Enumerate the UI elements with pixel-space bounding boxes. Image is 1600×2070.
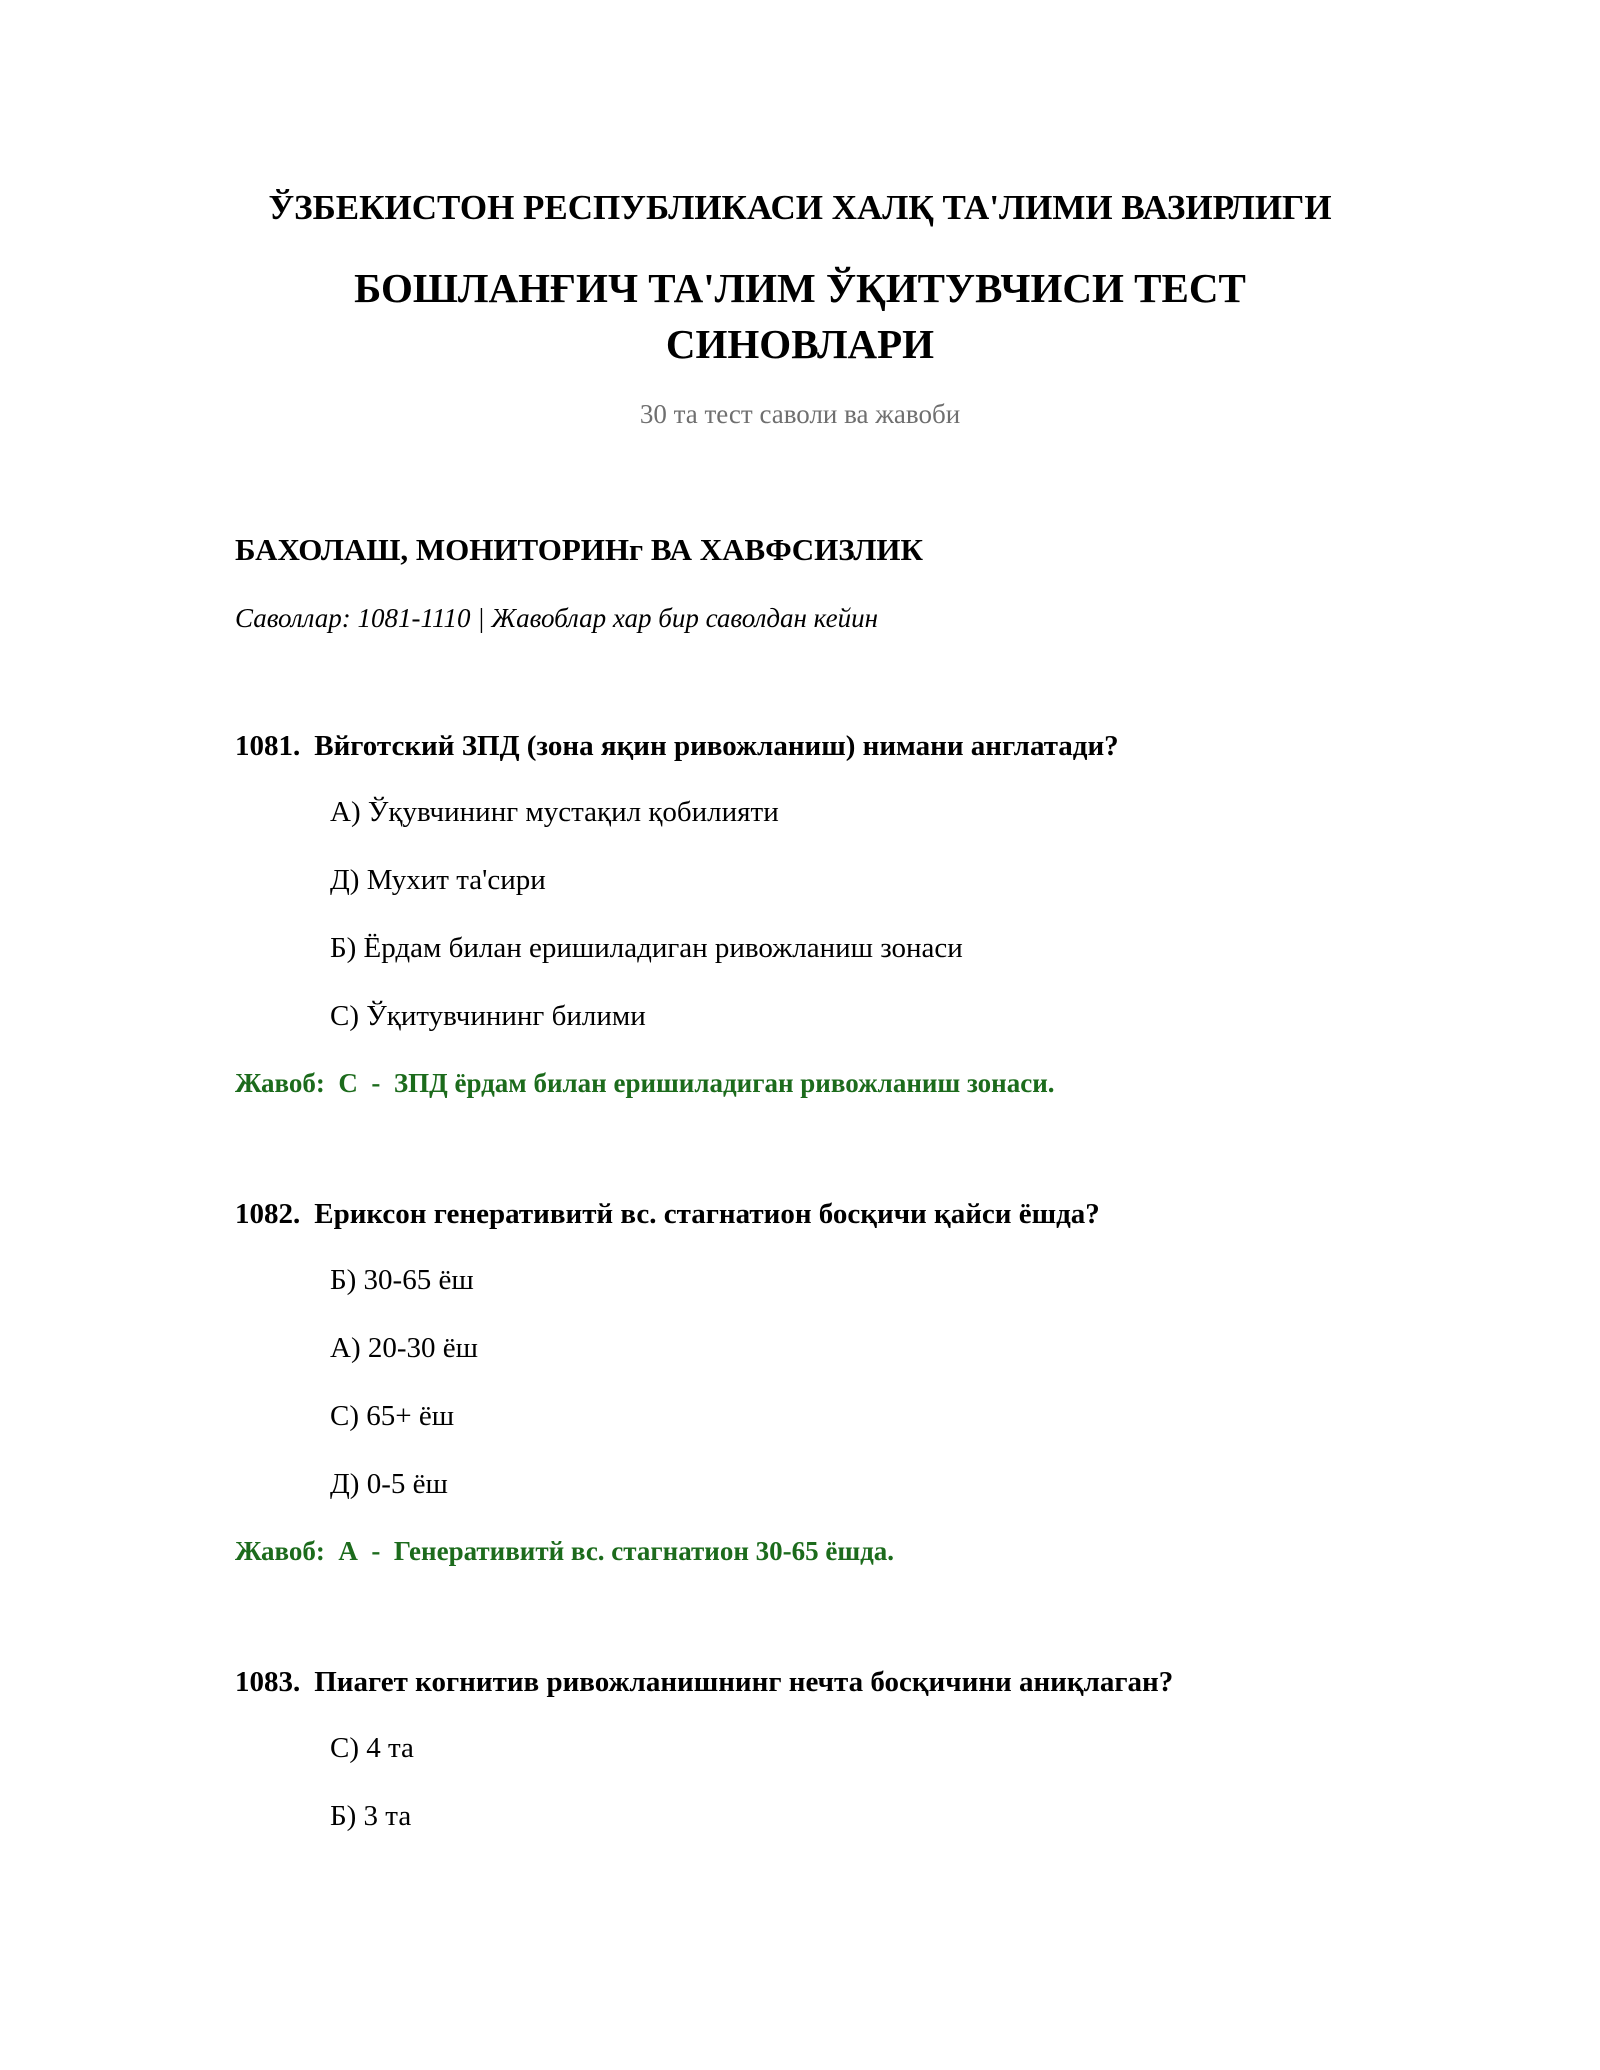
answer-text: ЗПД ёрдам билан еришиладиган ривожланиш зонаси. bbox=[393, 1068, 1055, 1098]
question-block-1083 bbox=[235, 1663, 1435, 1865]
question-block-1081 bbox=[235, 727, 1435, 1101]
document-title: БОШЛАНҒИЧ ТА'ЛИМ ЎҚИТУВЧИСИ ТЕСТ СИНОВЛАРИ bbox=[354, 265, 1246, 367]
option-list bbox=[235, 1261, 1435, 1533]
answer-line: Жавоб: А - Генеративитй вс. стагнатион 30-65 ёшда. bbox=[235, 1536, 895, 1566]
option-item: Б) 30-65 ёш bbox=[330, 1264, 474, 1296]
answer-prefix: Жавоб: bbox=[235, 1068, 325, 1098]
question-line bbox=[235, 1195, 1435, 1233]
section-meta: Саволлар: 1081-1110 | Жавоблар хар бир саволдан кейин bbox=[235, 603, 879, 633]
question-line bbox=[235, 1663, 1435, 1701]
question-number: 1081. bbox=[235, 730, 301, 762]
document-subtitle: 30 та тест саволи ва жавоби bbox=[639, 399, 961, 429]
option-list bbox=[235, 1729, 1435, 1865]
option-item: Б) Ёрдам билан еришиладиган ривожланиш зонаси bbox=[330, 932, 963, 964]
option-list bbox=[235, 793, 1435, 1065]
question-line bbox=[235, 727, 1435, 765]
option-item: Д) Мухит та'сири bbox=[330, 864, 546, 896]
option-item: С) 65+ ёш bbox=[330, 1400, 455, 1432]
option-item: С) 4 та bbox=[330, 1732, 414, 1764]
question-number: 1082. bbox=[235, 1198, 301, 1230]
section-title: БАХОЛАШ, МОНИТОРИНг ВА ХАВФСИЗЛИК bbox=[235, 532, 923, 567]
question-number: 1083. bbox=[235, 1666, 301, 1698]
question-text: Пиагет когнитив ривожланишнинг нечта босқичини аниқлаган? bbox=[314, 1666, 1174, 1698]
answer-letter: С bbox=[338, 1068, 358, 1098]
answer-line: Жавоб: С - ЗПД ёрдам билан еришиладиган ривожланиш зонаси. bbox=[235, 1068, 1055, 1098]
answer-text: Генеративитй вс. стагнатион 30-65 ёшда. bbox=[393, 1536, 895, 1566]
question-text: Ериксон генеративитй вс. стагнатион босқичи қайси ёшда? bbox=[314, 1198, 1100, 1230]
ministry-heading: ЎЗБЕКИСТОН РЕСПУБЛИКАСИ ХАЛҚ ТА'ЛИМИ ВАЗИРЛИГИ bbox=[268, 188, 1332, 227]
answer-letter: А bbox=[338, 1536, 358, 1566]
option-item: С) Ўқитувчининг билими bbox=[330, 1000, 646, 1032]
option-item: А) 20-30 ёш bbox=[330, 1332, 478, 1364]
option-item: Д) 0-5 ёш bbox=[330, 1468, 448, 1500]
answer-prefix: Жавоб: bbox=[235, 1536, 325, 1566]
option-item: А) Ўқувчининг мустақил қобилияти bbox=[330, 796, 779, 828]
question-block-1082 bbox=[235, 1195, 1435, 1569]
option-item: Б) 3 та bbox=[330, 1800, 412, 1832]
question-text: Вйготский ЗПД (зона яқин ривожланиш) нимани англатади? bbox=[314, 730, 1119, 762]
